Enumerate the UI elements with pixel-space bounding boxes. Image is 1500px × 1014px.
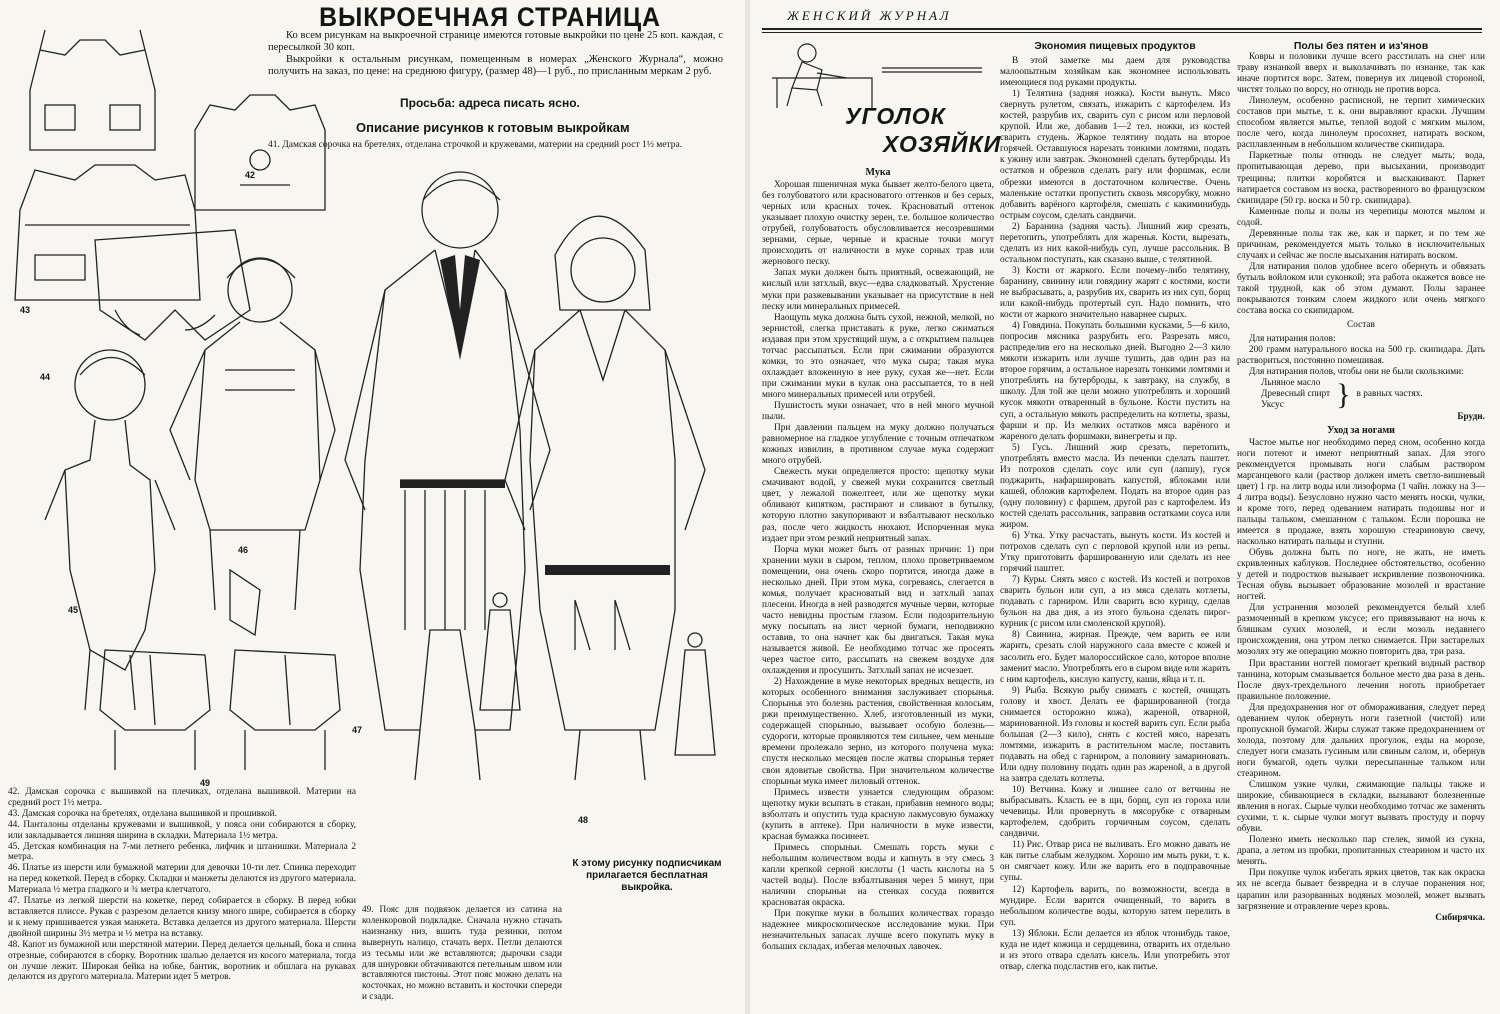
paragraph: Примесь спорыньи. Смешать горсть муки с небольшим количеством воды и капнуть в эту смесь 3 капли крепкой серной кислоты (1 часть кислоты на 5 частей воды). После взбалтывания через 5 минут, при наличии спорыньи на стенках сосуда появится красноватая окраска. [762,842,994,909]
pattern-description: 42. Дамская сорочка с вышивкой на плечиках, отделана вышивкой. Материи на средний рост 1½ метра. [8,787,356,808]
paragraph: 9) Рыба. Всякую рыбу снимать с костей, очищать голову и хвост. Делать ее фаршированной (тогда снимается осторожно кожа), жареной, отварной, маринованной. Из головы и костей варить суп. Если рыба большая (2—3 кило), снять с костей мясо, нарезать ломтями, изжарить в растительном масле, поставить подавать на обед с гарниром, а половину замариновать. Или одну половину подать один раз жареной, а в другой на завтра сделать котлеты. [1000,685,1230,785]
figure-number: 48 [578,815,589,825]
paragraph: 1) Телятина (задняя ножка). Кости вынуть. Мясо свернуть рулетом, связать, изжарить с картофелем. Из костей, разрубив их, сварить суп с рисом или перловой крупой. Или же, добавив 1—2 тел. ножки, из костей сварить студень. Жаркое телятину подать на второе горячей. Оставшуюся нарезать тонкими ломтями, подать к ужину или завтрак. Экономней сделать бутерброды. Из остатков и обрезков сделать рагу или форшмак, если обрезки имеются в достаточном количестве. Очень маленькие остатки пропустить сквозь мясорубку, можно добавить варёного картофеля, смешать с какиминибудь острым соусом, сделать сандвичи. [1000,89,1230,221]
paragraph: 4) Говядина. Покупать большими кусками, 5—6 кило, попросив мясника разрубить его. Разрезать мясо, распределив его на несколько дней. Выгодно 2—3 кило мякоти изжарить или лучше тушить, дав один раз на второе горячим, а остальное нарезать тонкими ломтями и употреблять на бутерброды, к завтраку, на службу, в школу. Для той же цели можно употреблять и хороший кусок мякоти отваренный в бульоне. Кости пустить на суп, а остальную мякоть распределить на котлеты, зразы, фарши и пр. Из мелких остатков мяса варёного и жареного делать форшмаки, винегреты и пр. [1000,321,1230,442]
paragraph: 13) Яблоки. Если делается из яблок чтонибудь такое, куда не идет кожица и сердцевина, отварить их отдельно и из этого отвара сделать кисель. Или употребить этот отвар, слегка подсластив его, как питье. [1000,928,1230,972]
paragraph: Примесь извести узнается следующим образом: щепотку муки всыпать в стакан, прибавив немного воды; взболтать и опустить туда красную лакмусовую бумажку (купить в аптеке). При наличности в муке извести, красная бумажка посинеет. [762,787,994,842]
pattern-description: 47. Платье из легкой шерсти на кокетке, перед собирается в сборку. В перед юбки вставляется плиссе. Рукав с разрезом делается книзу много шире, собирается в сборку и к нему пришивается узкая манжета. Вставка делается из другого материала. Шерсти двойной ширины 3½ метра и ½ метра на вставку. [8,896,356,939]
paragraph: В этой заметке мы даем для руководства малоопытным хозяйкам как экономнее использовать имеющиеся под руками продукты. [1000,56,1230,89]
paragraph: 7) Куры. Снять мясо с костей. Из костей и потрохов сварить бульон или суп, а из мяса сделать котлеты, подавать с гарниром. Или сварить всю курицу, сделав бульон на два дня, а из этого бульона сделать пирог-курник (с рисом или смоленской крупой). [1000,575,1230,630]
section-heading: Описание рисунков к готовым выкройкам [356,120,630,135]
paragraph: Каменные полы и полы из черепицы моются мылом и содой. [1237,206,1485,228]
section-title [845,102,1001,158]
paragraph: Наощупь мука должна быть сухой, нежной, мелкой, но зернистой, слегка приставать к руке, легко сжиматься издавая при этом хрустящий шум, а с открытием пальцев тотчас рассыпаться. Если при сжимании образуются комки, то это означает, что мука сыра; такая мука охлаждает вложенную в нее руку, сухая же—нет. Если при сжимании муки в кулак она рассыпается, то в ней много минеральных примесей или отрубей. [762,312,994,400]
paragraph: 3) Кости от жаркого. Если почему-либо телятину, баранину, свинину или говядину жарят с костями, кости не выбрасывать, а, разрубив их, сварить из них суп, борщ или какой-нибудь протертый суп. Надо помнить, что кости от жаркого значительно наварнее сырых. [1000,265,1230,321]
paragraph: 6) Утка. Утку расчастать, вынуть кости. Из костей и потрохов сделать суп с перловой крупой или из репы. Утку приготовить фаршированную или сделать из нее горячий паштет. [1000,531,1230,575]
paragraph: При врастании ногтей помогает крепкий водный раствор таннина, которым смазывается больное место два раза в день. После двух-трехдельного лечения ноготь приобретает правильное положение. [1237,658,1485,702]
left-page [0,0,745,1014]
brace-symbol: } [1336,377,1351,411]
paragraph: При давлении пальцем на муку должно получаться равномерное на гладкое углубление с точным отпечатком кожных извилин, в противном случае мука содержит много отрубей. [762,423,994,467]
figure-number: 46 [238,545,249,555]
figure-number: 43 [20,305,31,315]
paragraph: 10) Ветчина. Кожу и лишнее сало от ветчины не выбрасывать. Класть ее в щи, борщ, суп из гороха или чечевицы. Или провернуть в мясорубке с отварным картофелем, сдобрить горчичным соусом, сделать сандвичи. [1000,785,1230,840]
paragraph: 8) Свинина, жирная. Прежде, чем варить ее или жарить, срезать слой наружного сала вместе с кожей и засолить его. Будет малороссийское сало, которое вполне заменит масло. Употреблять его в сыром виде или жарить с ним картофель, кислую капусту, каши, яйца и т. п. [1000,630,1230,685]
paragraph: Для предохранения ног от обмораживания, следует перед одеванием чулок обернуть ноги газетной (чистой) или пропускной бумагой. Жиры служат также предохранением от холода, поэтому для дальних прогулок, езды на морозе, следует ноги смазать гусиным или свиным салом, и, обернув ноги бумагой, одеть чулки пересыпанные тальком или стеарином. [1237,702,1485,779]
column-flour [762,165,994,953]
paragraph: Деревянные полы так же, как и паркет, и по тем же причинам, рекомендуется мыть только в исключительных случаях и сейчас же после высыхания натирать воском. [1237,228,1485,261]
paragraph: При покупке чулок избегать ярких цветов, так как окраска их не всегда бывает безвредна и в случае поранения ног, царапин или разорванных водяных мозолей, может вызвать загрязнение и отравление через кровь. [1237,868,1485,912]
column-economy [1000,56,1230,973]
author-signature: Брудн. [1457,411,1485,422]
paragraph: Свежесть муки определяется просто: щепотку муки смачивают водой, у свежей муки сохранится светлый цвет, у лежалой пожелтеет, или же щепотку муки обливают кипятком, растирают и сливают в бутылку, которую плотно закупоривают и взбалтывают несколько раз, после чего жидкость нюхают. Испорченная мука издает при этом резкий неприятный запах. [762,467,994,544]
column-heading: Экономия пищевых продуктов [1034,40,1196,52]
figure-number: 44 [40,372,51,382]
fashion-illustration [5,10,735,785]
recipe-heading: Состав [1347,320,1375,331]
header-rule [762,32,1482,33]
intro-paragraph: Ко всем рисункам на выкроечной странице имеются готовые выкройки по цене 25 коп. каждая, с пересылкой 30 коп. [268,30,723,53]
free-pattern-note: К этому рисунку подписчикам прилагается бесплатная выкройка. [572,858,722,893]
figure-number: 45 [68,605,79,615]
column-heading: Полы без пятен и из'янов [1293,40,1429,52]
paragraph: Обувь должна быть по ноге, не жать, не иметь скривленных каблуков. Последнее обстоятельство, особенно у детей и подростков вызывает искривление позвоночника. Тесная обувь вызывает образование мозолей и врастание ногтей. [1237,548,1485,603]
intro-paragraph: Выкройки к остальным рисункам, помещенным в номерах „Женского Журнала“, можно получить на заказ, по цене: на среднюю фигуру, (размер 48)—1 руб., по присланным меркам 2 руб. [268,54,723,77]
figure-number: 49 [200,778,211,788]
paragraph: Линолеум, особенно расписной, не терпит химических составов при мытье, т. к. они выравляют краски. Лучшим способом является мытье, теплой водой с мягким мылом, после чего, когда линолеум просохнет, натирать воском, расплавленным в небольшом количестве скипидара. [1237,96,1485,151]
paragraph: Частое мытье ног необходимо перед сном, особенно когда ноги потеют и имеют неприятный запах. Для этого рекомендуется промывать ноги слабым раствором марганцевого кали (раствор должен иметь светло-вишневый цвет) 1 гр. на литр воды или лизоформа (1 чайн. ложку на 3—4 литра воды). Безусловно нужно часто менять носки, чулки, и кроме того, перед одеванием натирать подошвы ног и пальцы тальком, смешанном с тальком. Если порошка не имеется в продаже, взять хорошую стеариновую свечу, насколько натирать пальцы и ступни. [1237,437,1485,548]
paragraph: Запах муки должен быть приятный, освежающий, не кислый или затхлый, вкус—едва сладковатый. Хрустение муки при разжевывании указывает на присутствие в ней песку или минеральных примесей. [762,268,994,312]
paragraph: 5) Гусь. Лишний жир срезать, перетопить, употреблять вместо масла. Из печенки сделать паштет. Из потрохов сделать соус или суп (лапшу), гуся поджарить, нафаршировать капустой, яблоками или кашей, обложив картофелем. Подать на второе один раз (одну половину) с фаршем, другой раз с картофелем. Из костей сделать рассольник, заправив остатками соуса или жиром. [1000,442,1230,530]
page-title: ВЫКРОЕЧНАЯ СТРАНИЦА [319,2,661,32]
request-note: Просьба: адреса писать ясно. [400,96,580,110]
paragraph: Для натирания полов: [1249,334,1336,345]
paragraph: 12) Картофель варить, по возможности, всегда в мундире. Если варится очищенный, то варить в небольшом количестве воды, которую затем перелить в суп. [1000,884,1230,928]
journal-name: ЖЕНСКИЙ ЖУРНАЛ [787,8,952,23]
paragraph: 2) Баранина (задняя часть). Лишний жир срезать, перетопить, употреблять для жаренья. Кости, вырезать, сделать из них какой-нибудь суп, лучше рассольник. В остальном поступать, как сказано выше, с телятиной. [1000,221,1230,265]
paragraph: Пушистость муки означает, что в ней много мучной пыли. [762,400,994,423]
figure-number: 47 [352,725,363,735]
pattern-description: 45. Детская комбинация на 7-ми летнего ребенка, лифчик и штанишки. Материала 2 метра. [8,841,356,863]
column-heading: Мука [865,167,891,178]
ingredient: Льняное масло [1261,378,1321,389]
paragraph: Хорошая пшеничная мука бывает желто-белого цвета, без голубоватого или красноватого оттенков и без серых, черных или красных точек. Красноватый оттенок указывает плохую очистку зерен, т.е. большое количество отрубей, голубоватость обусловливается несозревшими зернами, серые, черные и красные точки могут происходить от наличности в муке сорных трав или жернового песку. [762,180,994,268]
pattern-description: 41. Дамская сорочка на бретелях, отделана строчкой и кружевами, материи на средний рост 1½ метра. [268,140,683,150]
paragraph: Ковры и половики лучше всего расстилать на снег или траву изнанкой вверх и выколачивать по изнанке, так как иначе портится ворс. Затем, повернув их лицевой стороной, чистят только по ворсу, но отнюдь не против ворса. [1237,52,1485,96]
pattern-description: 46. Платье из шерсти или бумажной материи для девочки 10-ти лет. Спинка переходит на перед кокеткой. Перед в сборку. Складки и манжеты делаются из другого материала. Материала ½ метра гладкого и ¾ метра клетчатого. [8,863,356,896]
ingredient: Уксус [1261,400,1284,411]
paragraph: Паркетные полы отнюдь не следует мыть; вода, пропитывающая дерево, при высыхании, производит трещины; плитки коробятся и выскакивают. Паркет натирается составом из воска, растворенного во французском скипидаре (50 гр. воска и 50 гр. скипидара). [1237,151,1485,206]
paragraph: Порча муки может быть от разных причин: 1) при хранении муки в сыром, теплом, плохо проветриваемом помещении, она очень скоро портится, иногда даже в несколько дней. При этом мука, согреваясь, слегается в комья, получает красноватый вид и затхлый запах плесени. Иногда в ней разводятся мучные черви, которые часто невидны простым глазом. Если подозрительную муку посыпать на лист черной бумаги, неподвижно оставив, то она начнет как бы двигаться. Такая мука называется живой. Ее необходимо тотчас же просеять через частое сито, рассыпать на свежем воздухе для охлаждения и просушить. Затхлый запах не исчезает. [762,544,994,677]
pattern-description: 49. Пояс для подвязок делается из сатина на коленкоровой подкладке. Сначала нужно стачать наизнанку низ, вшить туда резинки, потом вывернуть налицо, стачать верх. Петли делаются из тесьмы или же вставляются; дырочки сзади для шнуровки обтачиваются петельным швом или вставляются пистоны. Этот пояс можно делать на косточках, но можно вставить и косточки спереди и сзади. [362,905,562,1003]
pattern-description: 43. Дамская сорочка на бретелях, отделана вышивкой и прошивкой. [8,808,277,819]
running-header [762,6,1482,30]
paragraph: 2) Нахождение в муке некоторых вредных веществ, из которых особенного внимания заслуживает спорынья. Спорынья это болезнь растения, свойственная колосьям, ржи преимущественно. Хлеб, изготовленный из муки, содержащей спорынью, вызывает особую болезнь—судороги, которые проявляются тем сильнее, чем меньше времени пролежало зерно, из которого получена мука: спустя несколько месяцев после жатвы спорынья теряет свои ядовитые свойства. При значительном количестве спорыньи мука имеет лиловый оттенок. [762,677,994,787]
paragraph: Полезно иметь несколько пар стелек, зимой из сукна, драпа, а летом из пробки, пропитанных стеарином и часто их менять. [1237,835,1485,868]
recipe-mix [1237,378,1485,411]
pattern-description: 44. Панталоны отделаны кружевами и вышивкой, у пояса они собираются в сборку, или закладывается лишняя ширина в складки. Материала 1½ метра. [8,819,356,841]
section-title-line: УГОЛОК [845,103,946,129]
pattern-description: 48. Капот из бумажной или шерстяной материи. Перед делается цельный, бока и спина отрезные, собираются в сборку. Воротник шалью делается из косого материала, тогда он лучше лежит. Широкая бейка на юбке, бантик, воротник и обшлага на рукавах делаются из другого материала. Материи идет 5 метров. [8,939,356,983]
paragraph: Для устранения мозолей рекомендуется белый хлеб размоченный в крепком уксусе; его привязывают на ночь к бляшкам сухих мозолей, и если мозоль недавнего происхождения, она утром легко снимается. При застарелых мозолях эту же операцию можно повторить два, три раза. [1237,603,1485,658]
author-signature: Сибирячка. [1435,912,1485,923]
writing-woman-illustration [762,38,992,108]
paragraph: 200 грамм натурального воска на 500 гр. скипидара. Дать раствориться, постоянно помешивая. [1237,345,1485,367]
pattern-descriptions [8,787,356,983]
ingredient-ratio: в равных частях. [1356,389,1423,400]
column-heading: Уход за ногами [1327,424,1395,436]
paragraph: Для натирания полов, чтобы они не были скользкими: [1249,367,1464,378]
ingredient: Древесный спирт [1261,389,1331,400]
paragraph: Слишком узкие чулки, сжимающие пальцы также и широкие, сбивающиеся в складки, вызывают болезненные явления в ногах. Сырые чулки необходимо тотчас же заменять сухими, т. к. сырые чулки могут вызвать простуду и порчу обуви. [1237,780,1485,835]
paragraph: 11) Рис. Отвар риса не выливать. Его можно давать не как питье слабым желудком. Хорошо им мыть руки, т. к. он смягчает кожу. Или же варить его в подправочные супы. [1000,840,1230,884]
column-floors [1237,52,1485,924]
paragraph: При покупке муки в больших количествах гораздо надежнее микроскопическое исследование муки. При незначительных запасах лучше всего покупать муку в больших складах, избегая мелочных лавочек. [762,909,994,953]
paragraph: Для натирания полов удобнее всего обернуть и обвязать бутыль войлоком или суконкой; эта работа окажется вовсе не такой трудной, как об этом думают. Полы заранее покрываются тонким слоем жидкого или очень мягкого состава воска со скипидаром. [1237,261,1485,317]
figure-number: 42 [245,170,256,180]
section-title-line: ХОЗЯЙКИ [883,131,1002,157]
right-page [750,0,1500,1014]
